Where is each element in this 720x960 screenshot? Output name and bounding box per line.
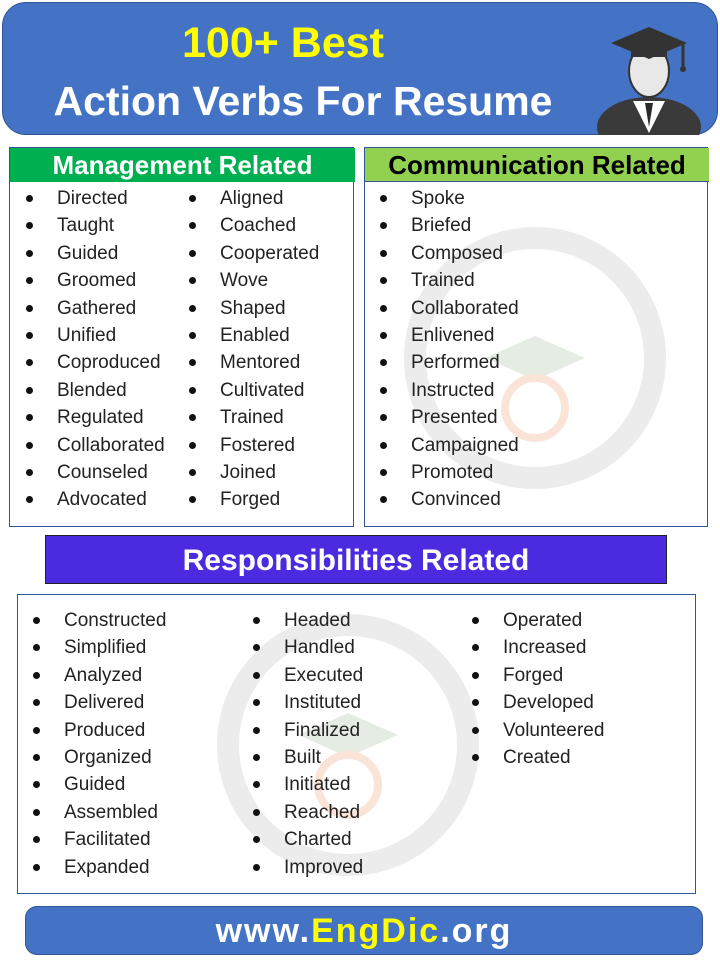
communication-list <box>373 185 693 514</box>
list-item: Facilitated <box>26 826 236 853</box>
list-item: Spoke <box>373 185 693 212</box>
title-line-1: 100+ Best <box>181 19 384 67</box>
list-item: Produced <box>26 717 236 744</box>
title-banner <box>2 2 718 135</box>
list-item: Taught <box>19 212 179 239</box>
management-list-2 <box>182 185 352 514</box>
list-item: Constructed <box>26 607 236 634</box>
list-item: Enabled <box>182 322 352 349</box>
list-item: Wove <box>182 267 352 294</box>
list-item: Groomed <box>19 267 179 294</box>
management-list-1 <box>19 185 179 514</box>
list-item: Shaped <box>182 295 352 322</box>
list-item: Guided <box>26 771 236 798</box>
list-item: Promoted <box>373 459 693 486</box>
responsibilities-list-2 <box>246 607 456 881</box>
list-item: Analyzed <box>26 662 236 689</box>
footer-url[interactable] <box>25 906 703 955</box>
list-item: Increased <box>465 634 685 661</box>
list-item: Reached <box>246 799 456 826</box>
list-item: Forged <box>465 662 685 689</box>
communication-title: Communication Related <box>365 148 709 182</box>
list-item: Organized <box>26 744 236 771</box>
list-item: Collaborated <box>373 295 693 322</box>
list-item: Counseled <box>19 459 179 486</box>
list-item: Mentored <box>182 349 352 376</box>
responsibilities-list-1 <box>26 607 236 881</box>
list-item: Campaigned <box>373 432 693 459</box>
list-item: Advocated <box>19 486 179 513</box>
list-item: Cooperated <box>182 240 352 267</box>
list-item: Gathered <box>19 295 179 322</box>
list-item: Coproduced <box>19 349 179 376</box>
list-item: Collaborated <box>19 432 179 459</box>
list-item: Charted <box>246 826 456 853</box>
list-item: Regulated <box>19 404 179 431</box>
list-item: Guided <box>19 240 179 267</box>
list-item: Cultivated <box>182 377 352 404</box>
graduate-icon <box>593 15 705 135</box>
management-box <box>9 147 354 527</box>
list-item: Volunteered <box>465 717 685 744</box>
communication-box <box>364 147 708 527</box>
title-line-2: Action Verbs For Resume <box>53 78 553 124</box>
list-item: Coached <box>182 212 352 239</box>
list-item: Operated <box>465 607 685 634</box>
responsibilities-list-3 <box>465 607 685 771</box>
responsibilities-box <box>17 594 696 894</box>
list-item: Trained <box>373 267 693 294</box>
list-item: Trained <box>182 404 352 431</box>
list-item: Developed <box>465 689 685 716</box>
list-item: Headed <box>246 607 456 634</box>
list-item: Simplified <box>26 634 236 661</box>
list-item: Built <box>246 744 456 771</box>
list-item: Performed <box>373 349 693 376</box>
list-item: Briefed <box>373 212 693 239</box>
list-item: Finalized <box>246 717 456 744</box>
list-item: Joined <box>182 459 352 486</box>
list-item: Executed <box>246 662 456 689</box>
list-item: Improved <box>246 854 456 881</box>
list-item: Composed <box>373 240 693 267</box>
list-item: Aligned <box>182 185 352 212</box>
list-item: Blended <box>19 377 179 404</box>
management-title: Management Related <box>10 148 355 182</box>
list-item: Directed <box>19 185 179 212</box>
list-item: Enlivened <box>373 322 693 349</box>
footer-brand: EngDic <box>311 912 441 950</box>
list-item: Instructed <box>373 377 693 404</box>
list-item: Created <box>465 744 685 771</box>
footer-prefix: www. <box>215 912 312 950</box>
list-item: Delivered <box>26 689 236 716</box>
list-item: Presented <box>373 404 693 431</box>
footer-suffix: .org <box>440 912 513 950</box>
list-item: Convinced <box>373 486 693 513</box>
list-item: Expanded <box>26 854 236 881</box>
list-item: Unified <box>19 322 179 349</box>
list-item: Instituted <box>246 689 456 716</box>
list-item: Assembled <box>26 799 236 826</box>
list-item: Forged <box>182 486 352 513</box>
responsibilities-title: Responsibilities Related <box>45 535 667 584</box>
list-item: Initiated <box>246 771 456 798</box>
list-item: Fostered <box>182 432 352 459</box>
list-item: Handled <box>246 634 456 661</box>
